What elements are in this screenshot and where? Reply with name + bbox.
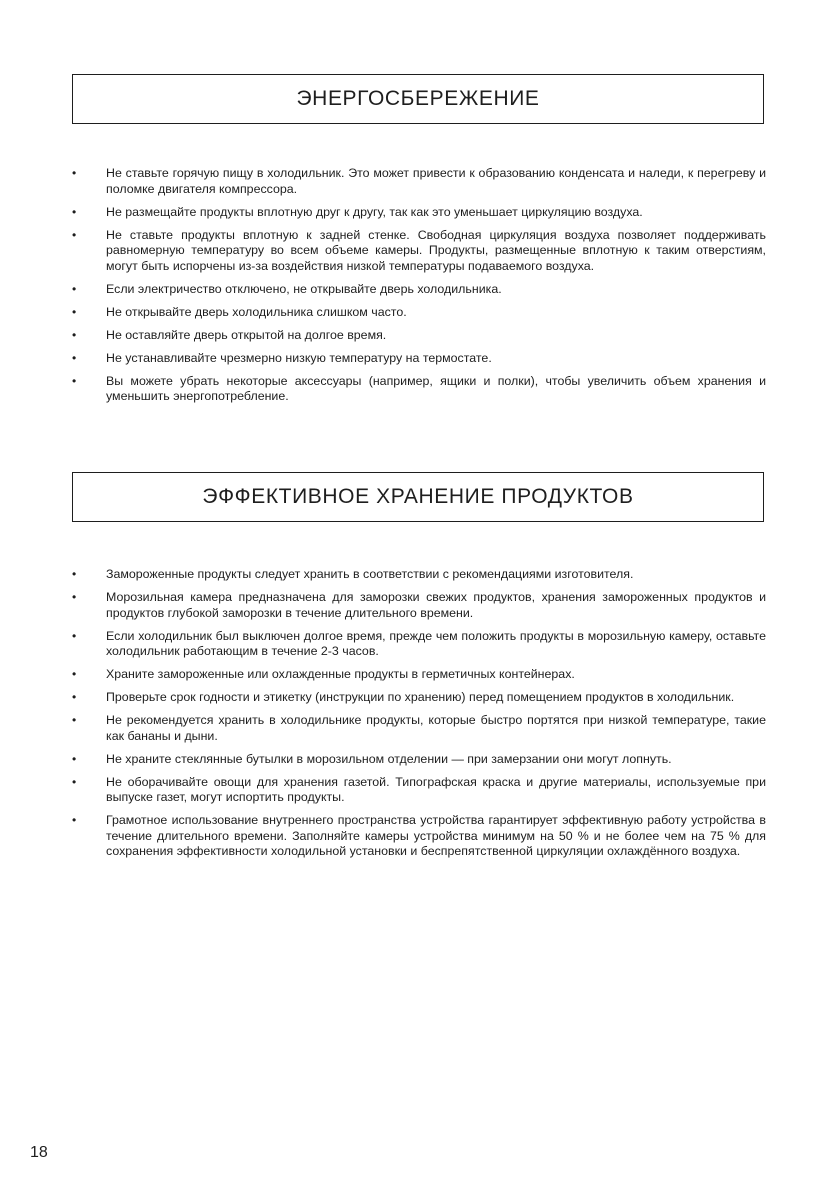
bullet-icon: • bbox=[72, 813, 77, 828]
list-item bbox=[72, 813, 766, 860]
bullet-icon: • bbox=[72, 304, 77, 319]
list-item-text: Вы можете убрать некоторые аксессуары (например, ящики и полки), чтобы увеличить объем хранения и уменьшить энергопотребление. bbox=[106, 373, 766, 404]
list-item bbox=[72, 305, 766, 321]
list-item bbox=[72, 752, 766, 768]
bullet-icon: • bbox=[72, 690, 77, 705]
list-item bbox=[72, 374, 766, 405]
list-item bbox=[72, 775, 766, 806]
list-item bbox=[72, 282, 766, 298]
list-item bbox=[72, 590, 766, 621]
list-item-text: Не ставьте продукты вплотную к задней стенке. Свободная циркуляция воздуха позволяет поддерживать равномерную температуру во всем объеме камеры. Продукты, размещенные вплотную к таким отверстиям, могут быть испорчены из-за воздействия низкой температуры подаваемого воздуха. bbox=[106, 227, 766, 273]
bullet-icon: • bbox=[72, 751, 77, 766]
list-item-text: Не храните стеклянные бутылки в морозильном отделении — при замерзании они могут лопнуть. bbox=[106, 751, 672, 766]
list-item-text: Не открывайте дверь холодильника слишком часто. bbox=[106, 304, 407, 319]
list-item-text: Не размещайте продукты вплотную друг к другу, так как это уменьшает циркуляцию воздуха. bbox=[106, 204, 643, 219]
list-item bbox=[72, 567, 766, 583]
list-item bbox=[72, 629, 766, 660]
list-item bbox=[72, 713, 766, 744]
bullet-icon: • bbox=[72, 327, 77, 342]
bullet-icon: • bbox=[72, 667, 77, 682]
bullet-icon: • bbox=[72, 281, 77, 296]
section-title-energy: ЭНЕРГОСБЕРЕЖЕНИЕ bbox=[296, 87, 540, 110]
list-item-text: Проверьте срок годности и этикетку (инструкции по хранению) перед помещением продуктов в холодильник. bbox=[106, 690, 735, 705]
list-item-text: Грамотное использование внутреннего пространства устройства гарантирует эффективную работу устройства в течение длительного времени. Заполняйте камеры устройства минимум на 50 % и не более чем на 75 % для сохранения эффективности холодильной установки и беспрепятственной циркуляции охлаждённого воздуха. bbox=[106, 813, 766, 859]
list-item-text: Не ставьте горячую пищу в холодильник. Это может привести к образованию конденсата и наледи, к перегреву и поломке двигателя компрессора. bbox=[106, 166, 766, 196]
list-item-text: Не устанавливайте чрезмерно низкую температуру на термостате. bbox=[106, 350, 492, 365]
section-heading-box-energy bbox=[72, 74, 764, 124]
page-number: 18 bbox=[30, 1144, 48, 1161]
bullet-icon: • bbox=[72, 373, 77, 388]
bullet-icon: • bbox=[72, 204, 77, 219]
list-item bbox=[72, 228, 766, 275]
list-item bbox=[72, 166, 766, 197]
section-title-storage: ЭФФЕКТИВНОЕ ХРАНЕНИЕ ПРОДУКТОВ bbox=[202, 485, 634, 508]
energy-saving-list bbox=[72, 166, 766, 412]
bullet-icon: • bbox=[72, 227, 77, 242]
list-item-text: Не оставляйте дверь открытой на долгое время. bbox=[106, 327, 387, 342]
list-item-text: Морозильная камера предназначена для заморозки свежих продуктов, хранения замороженных продуктов и продуктов глубокой заморозки в течение длительного времени. bbox=[106, 589, 766, 620]
list-item-text: Замороженные продукты следует хранить в соответствии с рекомендациями изготовителя. bbox=[106, 567, 634, 581]
bullet-icon: • bbox=[72, 628, 77, 643]
bullet-icon: • bbox=[72, 166, 77, 180]
list-item bbox=[72, 205, 766, 221]
bullet-icon: • bbox=[72, 350, 77, 365]
bullet-icon: • bbox=[72, 713, 77, 728]
section-heading-box-storage bbox=[72, 472, 764, 522]
list-item-text: Если холодильник был выключен долгое время, прежде чем положить продукты в морозильную камеру, оставьте холодильник работающим в течение 2-3 часов. bbox=[106, 628, 766, 659]
bullet-icon: • bbox=[72, 567, 77, 581]
list-item bbox=[72, 667, 766, 683]
list-item bbox=[72, 351, 766, 367]
storage-tips-list bbox=[72, 567, 766, 867]
bullet-icon: • bbox=[72, 589, 77, 604]
list-item bbox=[72, 690, 766, 706]
list-item bbox=[72, 328, 766, 344]
list-item-text: Храните замороженные или охлажденные продукты в герметичных контейнерах. bbox=[106, 667, 575, 682]
bullet-icon: • bbox=[72, 774, 77, 789]
list-item-text: Не рекомендуется хранить в холодильнике продукты, которые быстро портятся при низкой температуре, такие как бананы и дыни. bbox=[106, 713, 766, 743]
list-item-text: Не оборачивайте овощи для хранения газетой. Типографская краска и другие материалы, используемые при выпуске газет, могут испортить продукты. bbox=[106, 774, 766, 805]
list-item-text: Если электричество отключено, не открывайте дверь холодильника. bbox=[106, 281, 502, 296]
